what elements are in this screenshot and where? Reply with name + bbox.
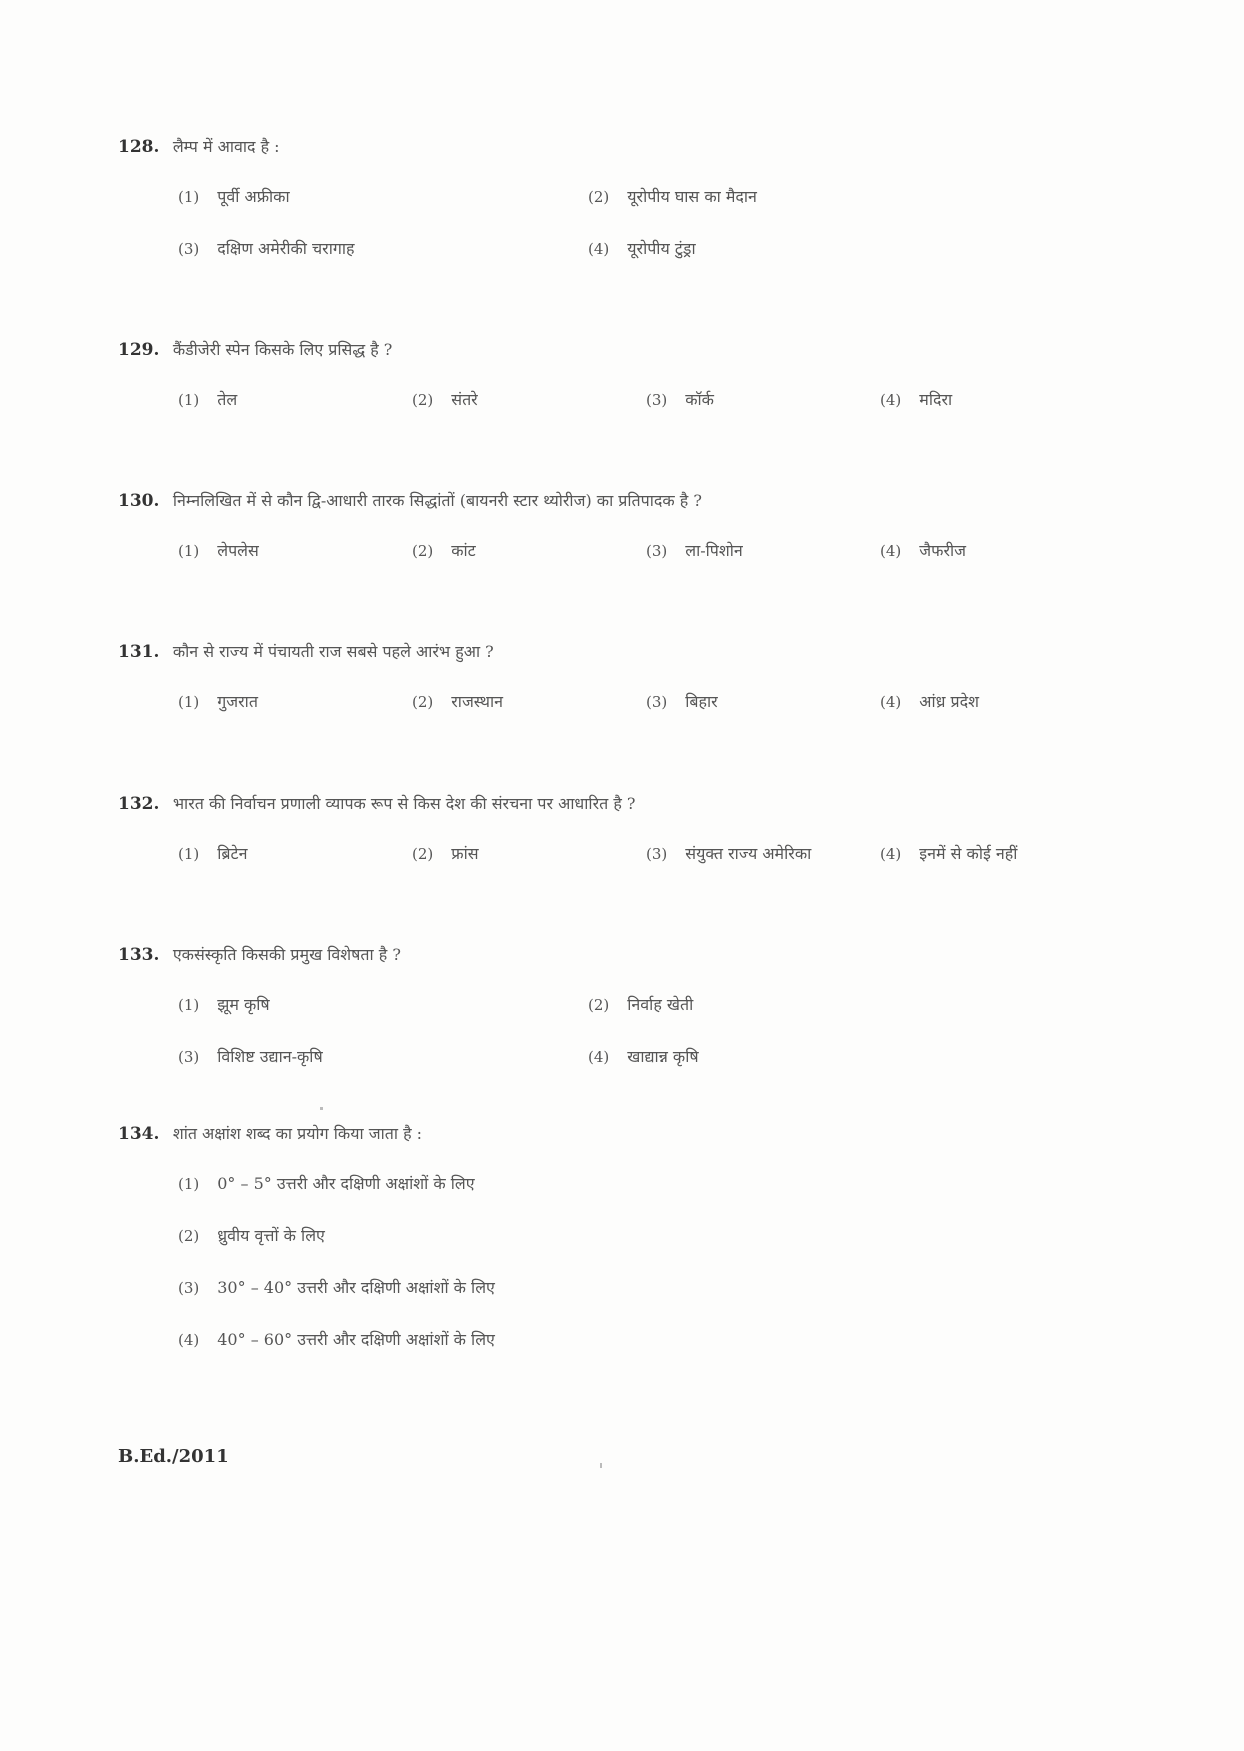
- option-1: (1) तेल: [178, 390, 238, 409]
- scan-speck: [320, 1107, 323, 1110]
- question-number: 129.: [118, 340, 160, 360]
- question-text: भारत की निर्वाचन प्रणाली व्यापक रूप से किस देश की संरचना पर आधारित है ?: [172, 794, 636, 813]
- option-2: (2) कांट: [412, 541, 476, 560]
- question-134: [118, 1122, 1118, 1352]
- option-2: (2) ध्रुवीय वृत्तों के लिए: [178, 1226, 325, 1245]
- question-text: लैम्प में आवाद है :: [172, 137, 280, 156]
- question-text: निम्नलिखित में से कौन द्वि-आधारी तारक सिद्धांतों (बायनरी स्टार थ्योरीज) का प्रतिपादक है ?: [172, 491, 702, 510]
- question-131: [118, 640, 1118, 714]
- question-132: [118, 792, 1118, 866]
- question-number: 128.: [118, 137, 160, 157]
- question-text: एकसंस्कृति किसकी प्रमुख विशेषता है ?: [172, 945, 401, 964]
- option-1: (1) गुजरात: [178, 692, 258, 711]
- option-3: (3) 30° – 40° उत्तरी और दक्षिणी अक्षांशों के लिए: [178, 1278, 495, 1297]
- option-1: (1) पूर्वी अफ्रीका: [178, 187, 290, 206]
- option-3: (3) बिहार: [646, 692, 718, 711]
- question-text: कैंडीजेरी स्पेन किसके लिए प्रसिद्ध है ?: [172, 340, 393, 359]
- option-2: (2) राजस्थान: [412, 692, 503, 711]
- scan-speck: [600, 1463, 602, 1468]
- option-1: (1) 0° – 5° उत्तरी और दक्षिणी अक्षांशों के लिए: [178, 1174, 475, 1193]
- question-number: 130.: [118, 491, 160, 511]
- question-129: [118, 338, 1118, 412]
- option-1: (1) झूम कृषि: [178, 995, 270, 1014]
- question-number: 131.: [118, 642, 160, 662]
- option-4: (4) मदिरा: [880, 390, 953, 409]
- question-133: [118, 943, 1118, 1069]
- question-text: कौन से राज्य में पंचायती राज सबसे पहले आरंभ हुआ ?: [172, 642, 494, 661]
- question-number: 132.: [118, 794, 160, 814]
- option-4: (4) 40° – 60° उत्तरी और दक्षिणी अक्षांशों के लिए: [178, 1330, 495, 1349]
- option-2: (2) निर्वाह खेती: [588, 995, 694, 1014]
- question-number: 134.: [118, 1124, 160, 1144]
- question-text: शांत अक्षांश शब्द का प्रयोग किया जाता है :: [172, 1124, 423, 1143]
- footer-label: B.Ed./2011: [118, 1446, 229, 1467]
- option-2: (2) फ्रांस: [412, 844, 479, 863]
- option-3: (3) दक्षिण अमेरीकी चरागाह: [178, 239, 355, 258]
- option-3: (3) कॉर्क: [646, 390, 714, 409]
- question-128: [118, 135, 1118, 261]
- option-1: (1) लेपलेस: [178, 541, 259, 560]
- option-2: (2) यूरोपीय घास का मैदान: [588, 187, 757, 206]
- option-4: (4) जैफरीज: [880, 541, 967, 560]
- option-2: (2) संतरे: [412, 390, 478, 409]
- option-1: (1) ब्रिटेन: [178, 844, 248, 863]
- option-4: (4) आंध्र प्रदेश: [880, 692, 980, 711]
- option-4: (4) यूरोपीय टुंड्रा: [588, 239, 696, 258]
- question-130: [118, 489, 1118, 563]
- option-3: (3) ला-पिशोन: [646, 541, 743, 560]
- option-3: (3) विशिष्ट उद्यान-कृषि: [178, 1047, 323, 1066]
- option-4: (4) इनमें से कोई नहीं: [880, 844, 1018, 863]
- question-number: 133.: [118, 945, 160, 965]
- option-4: (4) खाद्यान्न कृषि: [588, 1047, 699, 1066]
- option-3: (3) संयुक्त राज्य अमेरिका: [646, 844, 812, 863]
